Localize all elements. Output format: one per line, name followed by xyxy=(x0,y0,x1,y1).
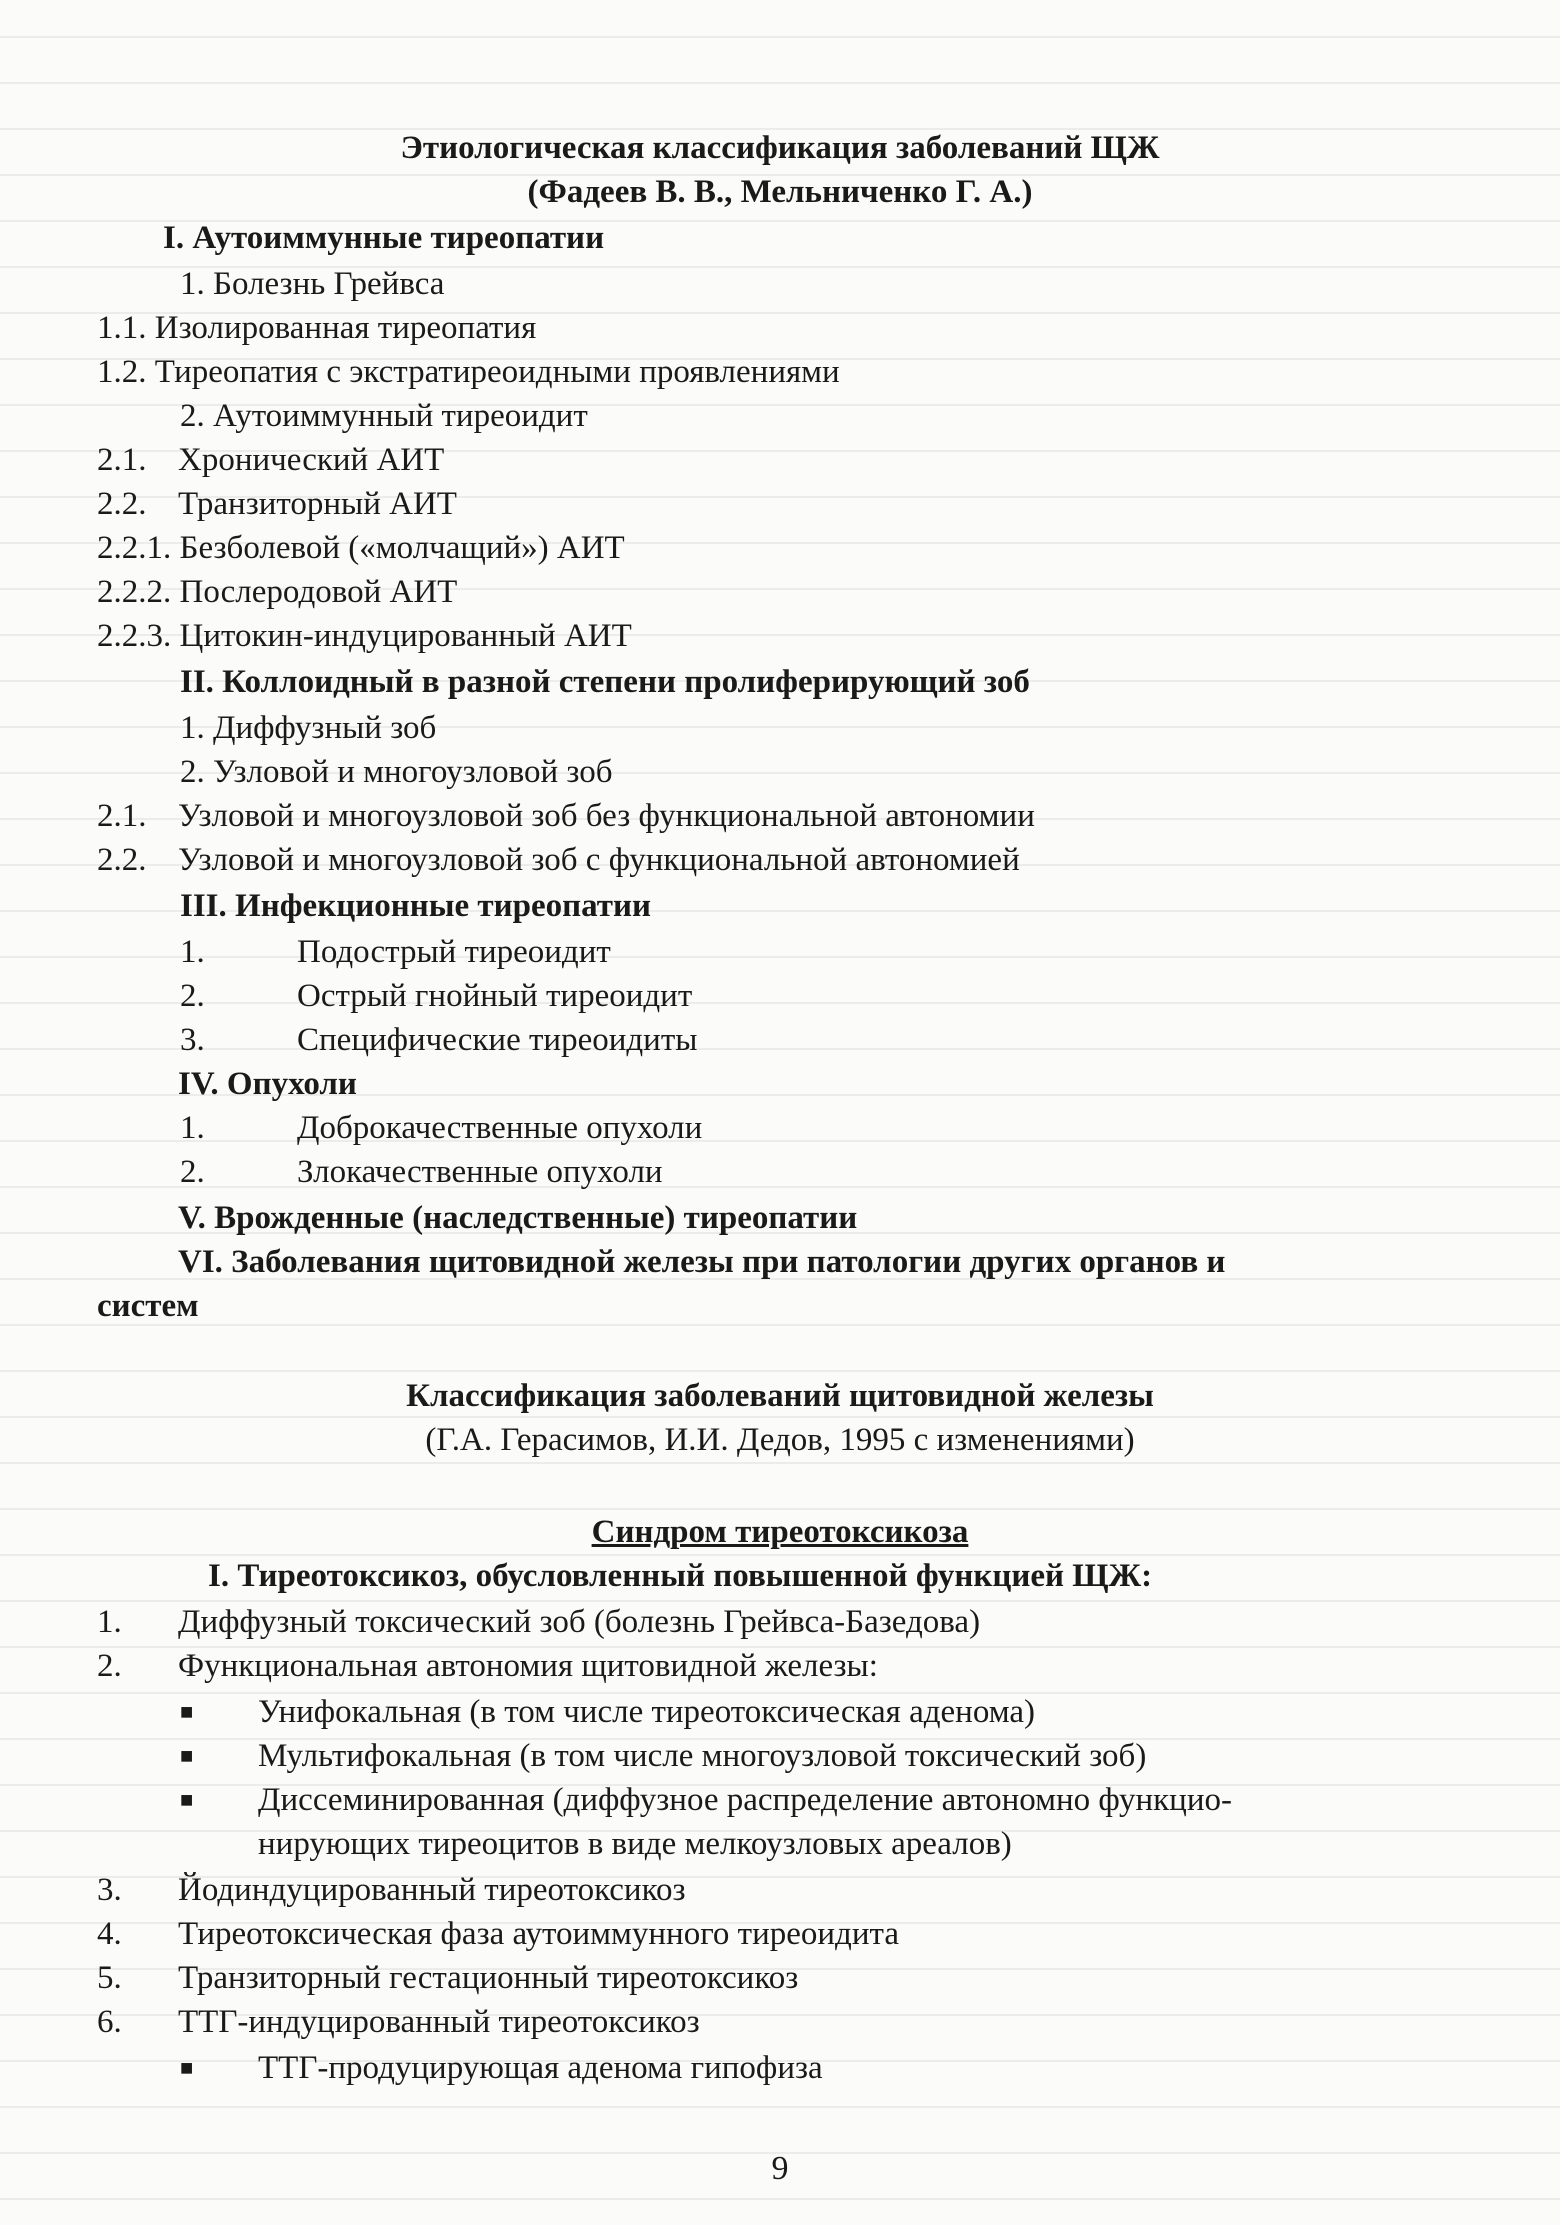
list-item: 2. Узловой и многоузловой зоб xyxy=(180,754,613,790)
list-item: 1. Болезнь Грейвса xyxy=(180,266,445,302)
list-item: 1.2. Тиреопатия с экстратиреоидными проявлениями xyxy=(97,354,840,390)
list-item: 2.2.2. Послеродовой АИТ xyxy=(97,574,458,610)
list-item: Острый гнойный тиреоидит xyxy=(297,978,693,1014)
list-item-number: 3. xyxy=(97,1872,122,1908)
group1-heading: I. Аутоиммунные тиреопатии xyxy=(163,220,605,256)
bullet-item: Диссеминированная (диффузное распределение автономно функцио- xyxy=(258,1782,1232,1818)
list-item-number: 5. xyxy=(97,1960,122,1996)
bullet-item: Мультифокальная (в том числе многоузловой токсический зоб) xyxy=(258,1738,1147,1774)
section1-authors: (Фадеев В. В., Мельниченко Г. А.) xyxy=(527,174,1033,210)
group3-heading: III. Инфекционные тиреопатии xyxy=(180,888,652,924)
group4-heading: IV. Опухоли xyxy=(178,1066,357,1102)
group6-heading: VI. Заболевания щитовидной железы при патологии других органов и xyxy=(178,1244,1226,1280)
section2-group1-heading: I. Тиреотоксикоз, обусловленный повышенной функцией ЩЖ: xyxy=(208,1558,1153,1594)
list-item-number: 2.2. xyxy=(97,486,147,522)
list-item: 2.2.1. Безболевой («молчащий») АИТ xyxy=(97,530,625,566)
bullet-icon: ■ xyxy=(180,1743,194,1768)
list-item-number: 6. xyxy=(97,2004,122,2040)
section2-authors: (Г.А. Герасимов, И.И. Дедов, 1995 с изменениями) xyxy=(425,1422,1135,1458)
list-item: Специфические тиреоидиты xyxy=(297,1022,698,1058)
list-item: Узловой и многоузловой зоб с функциональной автономией xyxy=(178,842,1020,878)
list-item-number: 2.1. xyxy=(97,798,147,834)
page-number: 9 xyxy=(771,2150,789,2187)
list-item-number: 2. xyxy=(180,978,205,1014)
section2-title: Классификация заболеваний щитовидной железы xyxy=(406,1378,1154,1414)
list-item: 1.1. Изолированная тиреопатия xyxy=(97,310,537,346)
list-item: Узловой и многоузловой зоб без функциональной автономии xyxy=(178,798,1035,834)
bullet-icon: ■ xyxy=(180,1699,194,1724)
list-item-number: 2.2. xyxy=(97,842,147,878)
bullet-icon: ■ xyxy=(180,1787,194,1812)
list-item: Транзиторный АИТ xyxy=(178,486,457,522)
list-item: Хронический АИТ xyxy=(178,442,445,478)
list-item-number: 2. xyxy=(97,1648,122,1684)
list-item-number: 2.1. xyxy=(97,442,147,478)
list-item: Транзиторный гестационный тиреотоксикоз xyxy=(178,1960,799,1996)
bullet-item: Унифокальная (в том числе тиреотоксическая аденома) xyxy=(258,1694,1035,1730)
list-item: Злокачественные опухоли xyxy=(297,1154,663,1190)
section2-subtitle: Синдром тиреотоксикоза xyxy=(591,1514,969,1550)
list-item: Йодиндуцированный тиреотоксикоз xyxy=(178,1872,686,1908)
list-item: 1. Диффузный зоб xyxy=(180,710,437,746)
list-item-number: 4. xyxy=(97,1916,122,1952)
list-item: 2.2.3. Цитокин-индуцированный АИТ xyxy=(97,618,632,654)
section1-title: Этиологическая классификация заболеваний ЩЖ xyxy=(400,130,1160,166)
list-item: 2. Аутоиммунный тиреоидит xyxy=(180,398,588,434)
list-item: Подострый тиреоидит xyxy=(297,934,611,970)
bullet-item: ТТГ-продуцирующая аденома гипофиза xyxy=(258,2050,823,2086)
list-item-number: 3. xyxy=(180,1022,205,1058)
bullet-icon: ■ xyxy=(180,2055,194,2080)
list-item-number: 2. xyxy=(180,1154,205,1190)
list-item: Функциональная автономия щитовидной железы: xyxy=(178,1648,878,1684)
group5-heading: V. Врожденные (наследственные) тиреопатии xyxy=(178,1200,858,1236)
bullet-item-cont: нирующих тиреоцитов в виде мелкоузловых ареалов) xyxy=(258,1826,1012,1862)
list-item: ТТГ-индуцированный тиреотоксикоз xyxy=(178,2004,700,2040)
list-item-number: 1. xyxy=(180,1110,205,1146)
list-item-number: 1. xyxy=(180,934,205,970)
list-item-number: 1. xyxy=(97,1604,122,1640)
list-item: Тиреотоксическая фаза аутоиммунного тиреоидита xyxy=(178,1916,899,1952)
list-item: Диффузный токсический зоб (болезнь Грейвса-Базедова) xyxy=(178,1604,981,1640)
list-item: Доброкачественные опухоли xyxy=(297,1110,703,1146)
group2-heading: II. Коллоидный в разной степени пролиферирующий зоб xyxy=(180,664,1030,700)
group6-heading-cont: систем xyxy=(97,1288,199,1324)
